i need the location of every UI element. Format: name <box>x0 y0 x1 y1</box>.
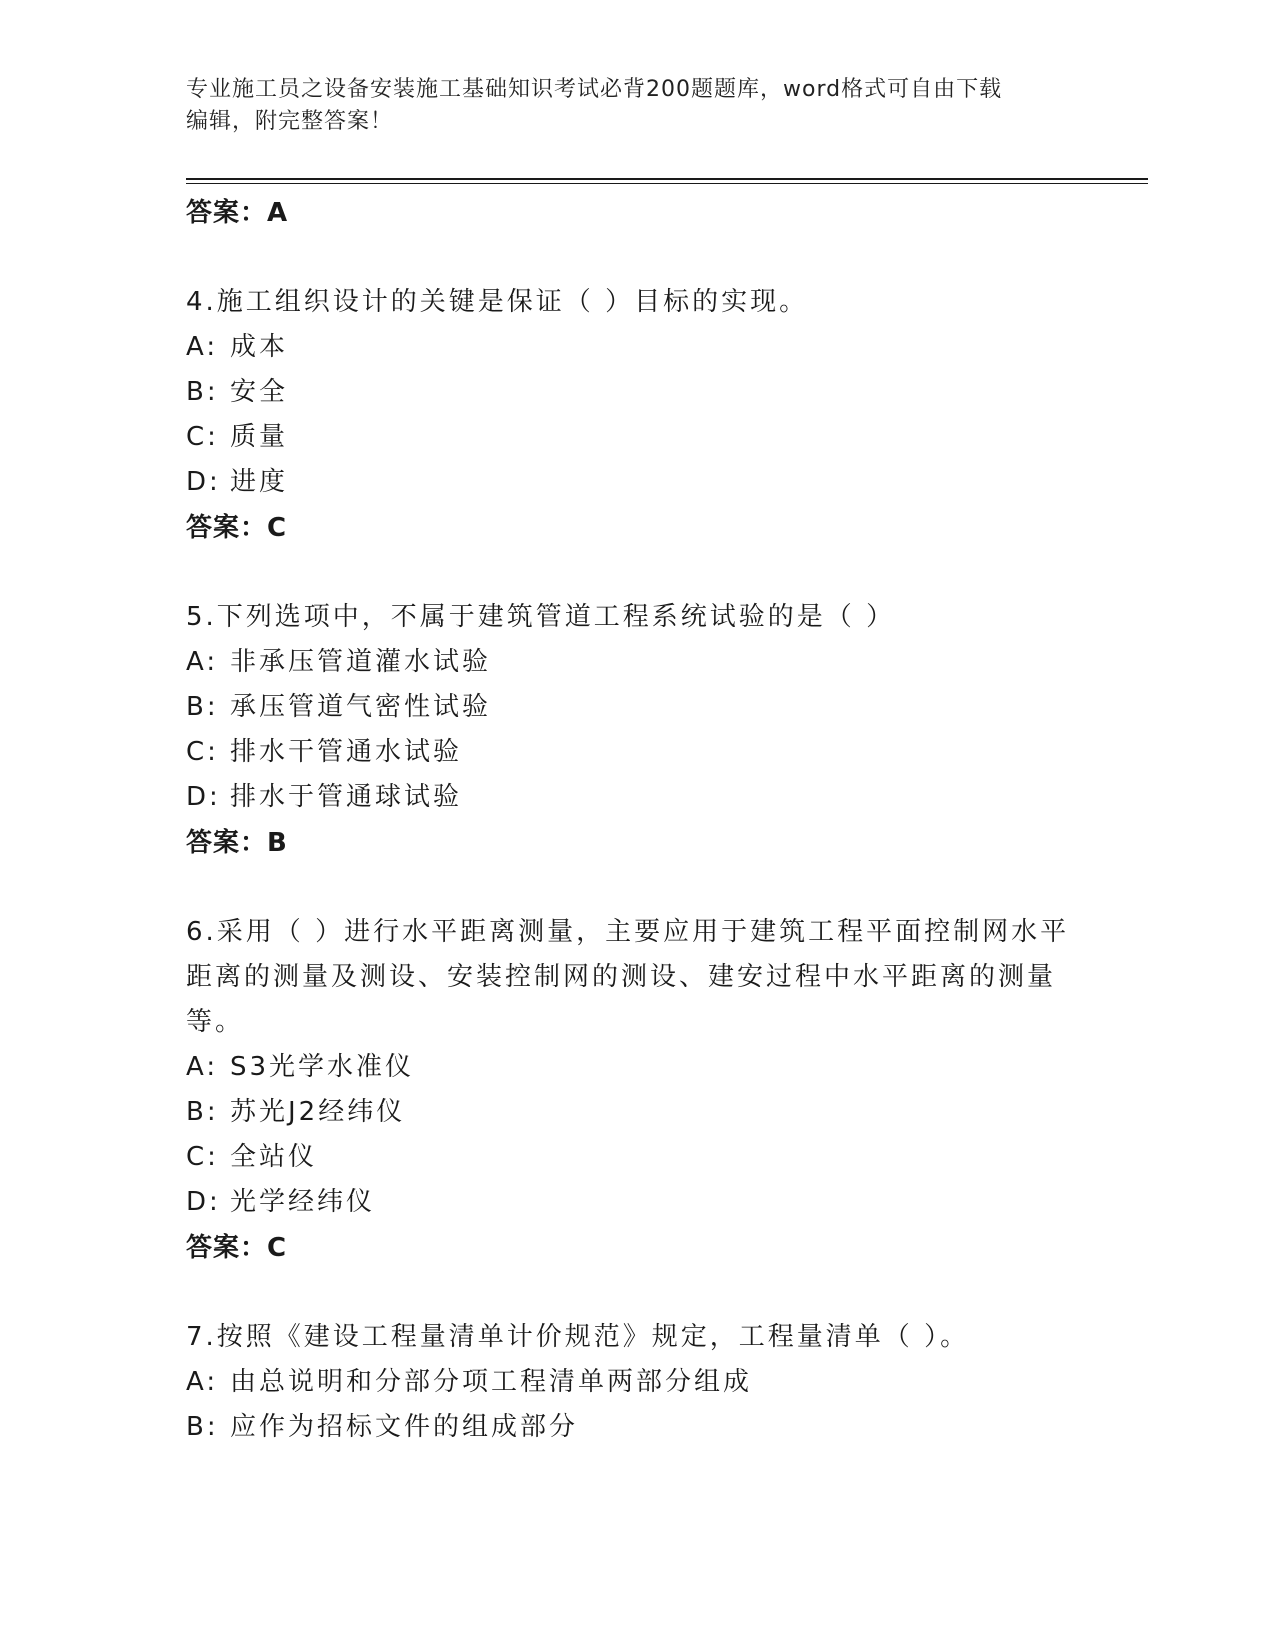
question-text: 5.下列选项中，不属于建筑管道工程系统试验的是（ ） <box>186 602 896 632</box>
option-letter: B: <box>186 377 219 407</box>
option-c <box>186 730 1086 775</box>
option-letter: D: <box>186 1187 221 1217</box>
option-text: 进度 <box>230 467 289 497</box>
option-text: S3光学水准仪 <box>230 1052 415 1082</box>
option-letter: B: <box>186 692 219 722</box>
option-letter: C: <box>186 737 219 767</box>
option-b <box>186 1090 1086 1135</box>
option-b <box>186 1405 1086 1450</box>
option-c <box>186 415 1086 460</box>
question-5 <box>186 595 1086 866</box>
option-text: 排水于管通球试验 <box>230 782 463 812</box>
option-letter: C: <box>186 1142 219 1172</box>
option-c <box>186 1135 1086 1180</box>
option-text: 非承压管道灌水试验 <box>230 647 492 677</box>
option-d <box>186 460 1086 505</box>
option-letter: A: <box>186 647 219 677</box>
option-text: 应作为招标文件的组成部分 <box>230 1412 579 1442</box>
document-body <box>186 186 1086 1450</box>
option-text: 承压管道气密性试验 <box>230 692 492 722</box>
question-4 <box>186 280 1086 551</box>
option-letter: A: <box>186 1052 219 1082</box>
option-text: 安全 <box>230 377 289 407</box>
option-text: 质量 <box>230 422 289 452</box>
option-a <box>186 1360 1086 1405</box>
answer-line: 答案：C <box>186 1233 288 1263</box>
option-letter: B: <box>186 1412 219 1442</box>
answer-line: 答案：C <box>186 513 288 543</box>
option-text: 苏光J2经纬仪 <box>230 1097 406 1127</box>
option-a <box>186 1045 1086 1090</box>
question-text: 6.采用（ ）进行水平距离测量，主要应用于建筑工程平面控制网水平距离的测量及测设、安装控制网的测设、建安过程中水平距离的测量等。 <box>186 917 1070 1037</box>
question-7 <box>186 1315 1086 1450</box>
option-text: 排水干管通水试验 <box>230 737 463 767</box>
option-b <box>186 685 1086 730</box>
option-letter: D: <box>186 467 221 497</box>
option-d <box>186 775 1086 820</box>
option-d <box>186 1180 1086 1225</box>
page-header <box>186 74 1086 138</box>
option-b <box>186 370 1086 415</box>
question-6 <box>186 910 1086 1271</box>
answer-line: 答案：A <box>186 198 289 228</box>
question-text: 4.施工组织设计的关键是保证（ ）目标的实现。 <box>186 287 809 317</box>
option-a <box>186 325 1086 370</box>
question-text: 7.按照《建设工程量清单计价规范》规定，工程量清单（ ）。 <box>186 1322 970 1352</box>
option-text: 光学经纬仪 <box>230 1187 376 1217</box>
option-text: 由总说明和分部分项工程清单两部分组成 <box>230 1367 753 1397</box>
option-letter: B: <box>186 1097 219 1127</box>
option-a <box>186 640 1086 685</box>
option-text: 成本 <box>230 332 289 362</box>
header-divider <box>186 178 1148 184</box>
option-letter: A: <box>186 1367 219 1397</box>
header-line-1: 专业施工员之设备安装施工基础知识考试必背200题题库，word格式可自由下载 <box>186 77 1003 102</box>
option-letter: A: <box>186 332 219 362</box>
answer-line: 答案：B <box>186 828 288 858</box>
header-line-2: 编辑，附完整答案！ <box>186 109 394 134</box>
option-letter: C: <box>186 422 219 452</box>
option-letter: D: <box>186 782 221 812</box>
option-text: 全站仪 <box>230 1142 318 1172</box>
